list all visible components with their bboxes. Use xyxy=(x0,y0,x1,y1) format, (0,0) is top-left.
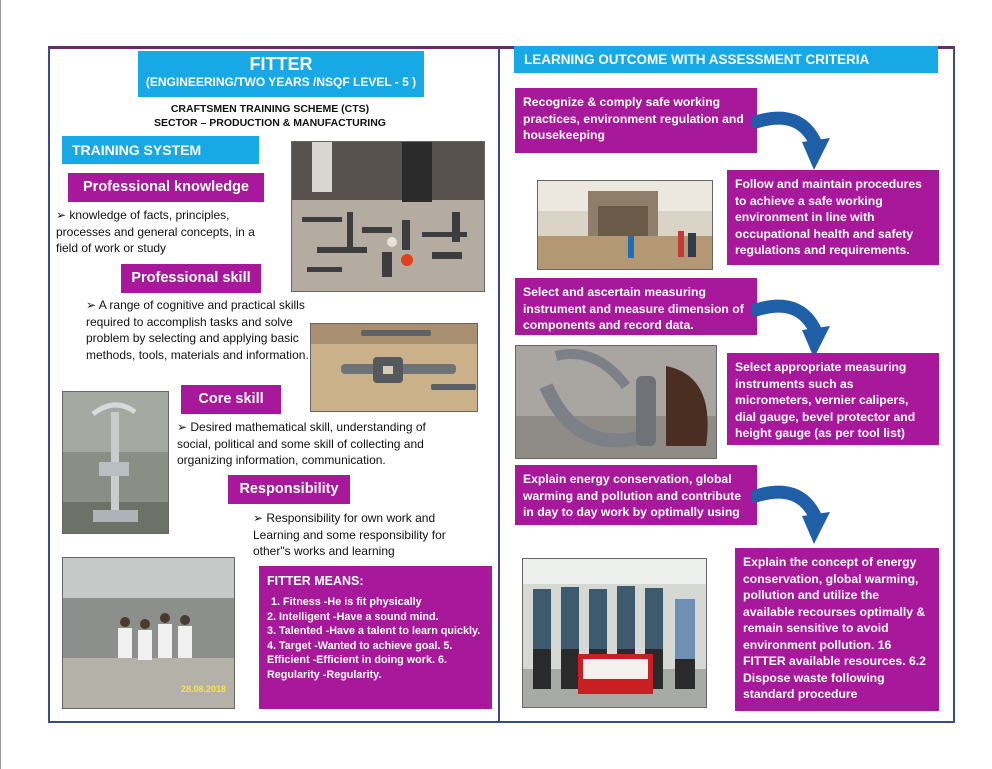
tap-wrench-photo xyxy=(310,323,478,412)
scheme-info xyxy=(100,102,440,130)
height-gauge-photo xyxy=(62,391,169,534)
responsibility-text: ➢ Responsibility for own work and Learning and some responsibility for other"s works and learning xyxy=(253,511,446,558)
professional-knowledge-label: Professional knowledge xyxy=(68,173,264,202)
measuring-photo xyxy=(515,345,717,459)
workshop-group-photo xyxy=(62,557,235,709)
curved-arrow-icon xyxy=(752,292,832,362)
criteria-2-box: Select appropriate measuring instruments such as micrometers, vernier calipers, dial gauge, bevel protector and height gauge (as per tool list) xyxy=(727,353,939,445)
page-title: FITTER xyxy=(249,54,313,74)
scheme-line-2: SECTOR – PRODUCTION & MANUFACTURING xyxy=(154,117,386,129)
training-system-heading: TRAINING SYSTEM xyxy=(62,136,259,164)
tools-table-photo xyxy=(291,141,485,292)
fitter-means-item: 1. Fitness -He is fit physically xyxy=(271,596,422,608)
housekeeping-photo xyxy=(537,180,713,270)
fitter-means-item: 3. Talented -Have a talent to learn quickly. xyxy=(267,625,481,637)
criteria-3-box: Explain the concept of energy conservation, global warming, pollution and utilize the available recourses optimally & remain sensitive to avoid environment pollution. 16 FITTER available resources. 6.2 Dispose waste following standard procedure xyxy=(735,548,939,711)
core-skill-text: ➢ Desired mathematical skill, understanding of social, political and some skill of collecting and organizing information, communication. xyxy=(177,420,426,467)
page-edge xyxy=(0,0,1,769)
professional-skill-text: ➢ A range of cognitive and practical skills required to accomplish tasks and solve problem by selecting and applying basic methods, tools, materials and information. xyxy=(86,298,309,362)
core-skill-label: Core skill xyxy=(181,385,281,414)
fitter-means-item: 2. Intelligent -Have a sound mind. xyxy=(267,610,439,623)
page-subtitle: (ENGINEERING/TWO YEARS /NSQF LEVEL - 5 ) xyxy=(145,75,417,89)
responsibility-label: Responsibility xyxy=(228,475,350,504)
fitter-means-item: 4. Target -Wanted to achieve goal. 5. Efficient -Efficient in doing work. 6. Regularity -Regularity. xyxy=(267,639,453,681)
professional-skill-label: Professional skill xyxy=(121,264,261,293)
students-group-photo xyxy=(522,558,707,708)
learning-outcome-heading: LEARNING OUTCOME WITH ASSESSMENT CRITERIA xyxy=(514,46,938,73)
scheme-line-1: CRAFTSMEN TRAINING SCHEME (CTS) xyxy=(170,103,370,115)
title-banner xyxy=(138,51,424,97)
outcome-3-box: Explain energy conservation, global warming and pollution and contribute in day to day work by optimally using xyxy=(515,465,757,525)
panel-divider xyxy=(498,48,500,722)
outcome-2-box: Select and ascertain measuring instrument and measure dimension of components and record data. xyxy=(515,278,757,335)
outcome-1-box: Recognize & comply safe working practices, environment regulation and housekeeping xyxy=(515,88,757,153)
curved-arrow-icon xyxy=(752,478,832,548)
photo-caption: 28.08.2018 xyxy=(181,684,227,694)
criteria-1-box: Follow and maintain procedures to achieve a safe working environment in line with occupational health and safety regulations and requirements. xyxy=(727,170,939,265)
professional-knowledge-text: ➢ knowledge of facts, principles, processes and general concepts, in a field of work or study xyxy=(56,208,255,255)
curved-arrow-icon xyxy=(752,104,832,174)
fitter-means-box xyxy=(259,566,492,709)
fitter-means-heading: FITTER MEANS: xyxy=(267,574,364,588)
